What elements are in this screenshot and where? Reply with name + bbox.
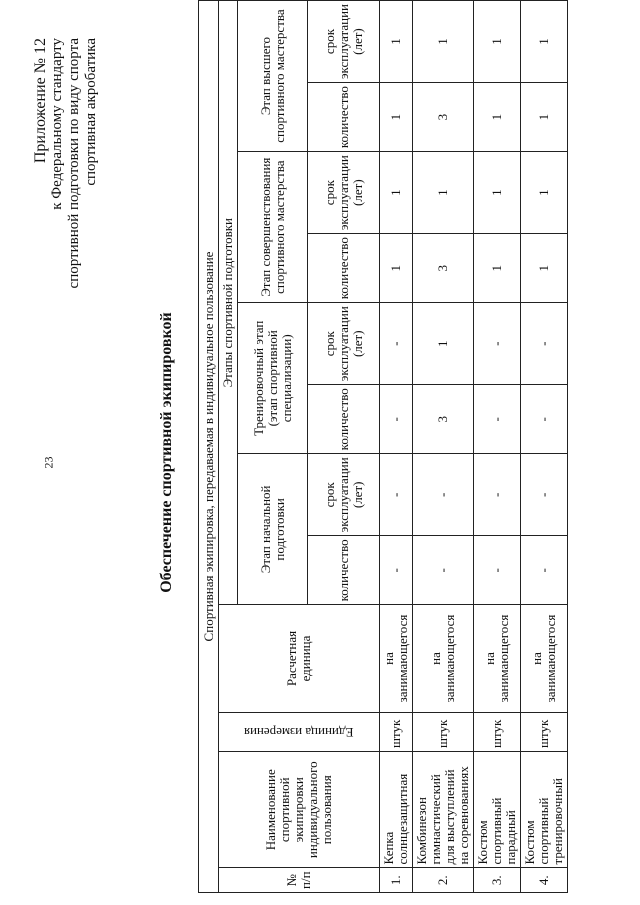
cell-value: 1 — [380, 1, 413, 83]
group-header: Спортивная экипировка, передаваемая в индивидуальное пользование — [199, 1, 219, 893]
cell-value: - — [521, 303, 568, 385]
cell-value: 1 — [413, 1, 474, 83]
cell-value: 1 — [380, 234, 413, 303]
col-name-header: Наименование спортивной экипировки индивидуального пользования — [219, 752, 380, 868]
cell-value: 3 — [413, 234, 474, 303]
cell-num: 3. — [474, 868, 521, 893]
stage-header: Тренировочный этап (этап спортивной специализации) — [238, 303, 308, 454]
cell-value: 1 — [380, 83, 413, 152]
cell-unit: штук — [380, 712, 413, 751]
cell-value: - — [474, 303, 521, 385]
cell-unit: штук — [474, 712, 521, 751]
sub-qty-header: количество — [308, 385, 380, 454]
cell-value: 1 — [474, 152, 521, 234]
col-unit-label: Единица измерения — [244, 724, 354, 740]
cell-value: 1 — [521, 234, 568, 303]
col-unit-header — [219, 712, 380, 751]
cell-value: 1 — [413, 303, 474, 385]
cell-value: 3 — [413, 385, 474, 454]
sub-term-header: срок эксплуатации (лет) — [308, 152, 380, 234]
sub-qty-header: количество — [308, 83, 380, 152]
cell-value: - — [380, 385, 413, 454]
col-calc-header: Расчетная единица — [219, 605, 380, 712]
col-num-header: № п/п — [219, 868, 380, 893]
cell-value: 1 — [521, 1, 568, 83]
stages-header: Этапы спортивной подготовки — [219, 1, 238, 605]
table-row — [380, 1, 413, 893]
cell-value: - — [521, 385, 568, 454]
page-number: 23 — [41, 456, 56, 469]
table-row — [474, 1, 521, 893]
cell-num: 1. — [380, 868, 413, 893]
cell-value: 1 — [474, 1, 521, 83]
appendix-block — [32, 38, 100, 288]
sub-term-header: срок эксплуатации (лет) — [308, 303, 380, 385]
appendix-line-4: спортивная акробатика — [83, 38, 99, 186]
sub-qty-header: количество — [308, 234, 380, 303]
cell-num: 4. — [521, 868, 568, 893]
cell-name: Комбинезон гимнастический для выступлений на соревнованиях — [413, 752, 474, 868]
cell-calc: на занимающегося — [380, 605, 413, 712]
cell-value: - — [413, 454, 474, 536]
cell-value: 1 — [474, 83, 521, 152]
table-row — [413, 1, 474, 893]
cell-name: Костюм спортивный тренировочный — [521, 752, 568, 868]
cell-value: - — [474, 385, 521, 454]
table-row — [521, 1, 568, 893]
appendix-line-1: Приложение № 12 — [32, 38, 49, 164]
cell-value: - — [380, 454, 413, 536]
cell-unit: штук — [521, 712, 568, 751]
cell-value: - — [521, 536, 568, 605]
cell-value: - — [521, 454, 568, 536]
cell-value: 1 — [521, 83, 568, 152]
cell-value: - — [474, 454, 521, 536]
cell-value: 1 — [380, 152, 413, 234]
sub-term-header: срок эксплуатации (лет) — [308, 1, 380, 83]
cell-name: Кепка солнцезащитная — [380, 752, 413, 868]
appendix-line-3: спортивной подготовки по виду спорта — [66, 38, 82, 289]
cell-value: - — [413, 536, 474, 605]
cell-calc: на занимающегося — [474, 605, 521, 712]
cell-value: - — [474, 536, 521, 605]
cell-value: 1 — [413, 152, 474, 234]
stage-header: Этап совершенствования спортивного мастерства — [238, 152, 308, 303]
cell-value: - — [380, 536, 413, 605]
sub-term-header: срок эксплуатации (лет) — [308, 454, 380, 536]
document-title: Обеспечение спортивной экипировкой — [158, 312, 175, 593]
cell-value: 1 — [521, 152, 568, 234]
cell-calc: на занимающегося — [521, 605, 568, 712]
cell-value: 3 — [413, 83, 474, 152]
cell-num: 2. — [413, 868, 474, 893]
appendix-line-2: к Федеральному стандарту — [49, 38, 65, 210]
equipment-table — [198, 0, 568, 893]
cell-value: - — [380, 303, 413, 385]
sub-qty-header: количество — [308, 536, 380, 605]
stage-header: Этап начальной подготовки — [238, 454, 308, 605]
cell-unit: штук — [413, 712, 474, 751]
stage-header: Этап высшего спортивного мастерства — [238, 1, 308, 152]
cell-calc: на занимающегося — [413, 605, 474, 712]
cell-value: 1 — [474, 234, 521, 303]
cell-name: Костюм спортивный парадный — [474, 752, 521, 868]
